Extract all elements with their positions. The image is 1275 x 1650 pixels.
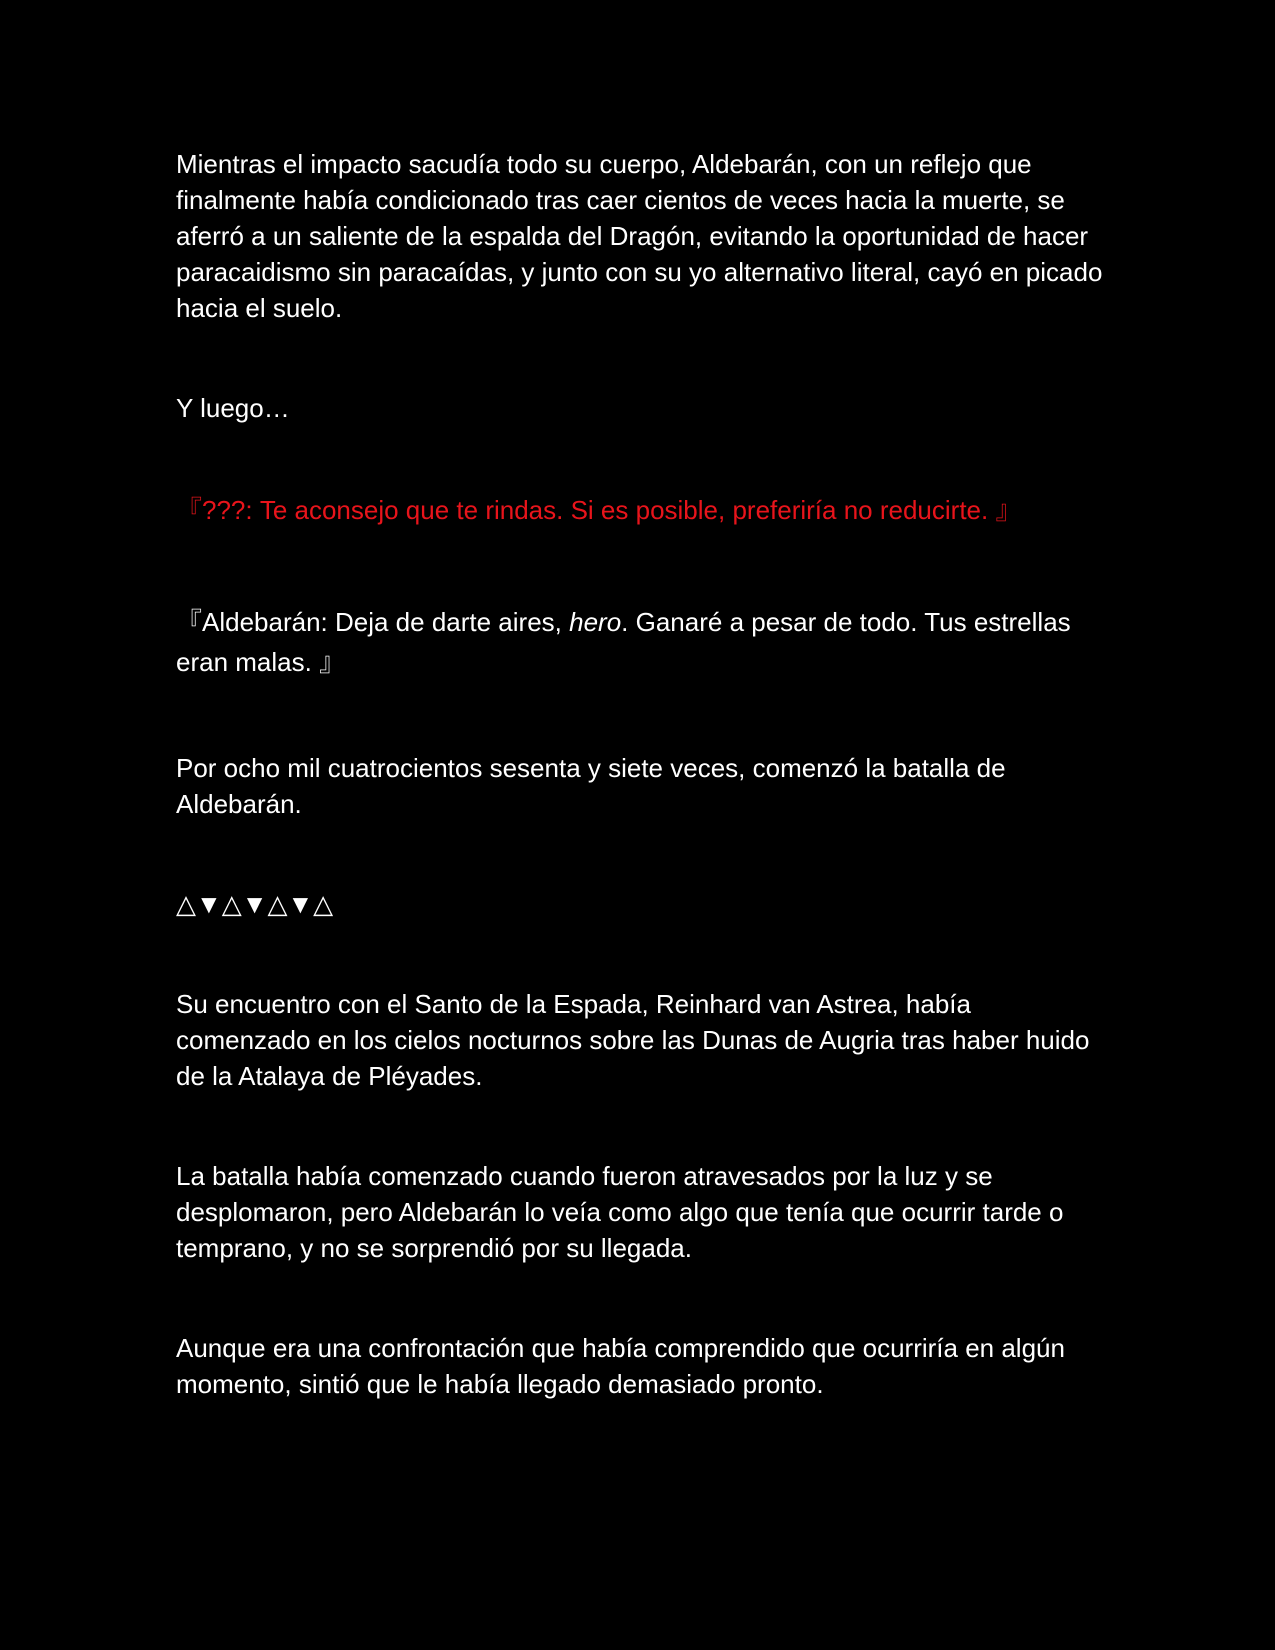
paragraph-y-luego: Y luego… [176, 393, 290, 423]
dialogue-aldebaran-emphasis: hero [569, 607, 622, 637]
paragraph-battle-start: Por ocho mil cuatrocientos sesenta y siete veces, comenzó la batalla de Aldebarán. [176, 753, 1006, 819]
scene-separator: △▼△▼△▼△ [176, 889, 334, 919]
paragraph-encounter: Su encuentro con el Santo de la Espada, Reinhard van Astrea, había comenzado en los cielos nocturnos sobre las Dunas de Augria tras haber huido de la Atalaya de Pléyades. [176, 989, 1090, 1091]
paragraph-impact: Mientras el impacto sacudía todo su cuerpo, Aldebarán, con un reflejo que finalmente había condicionado tras caer cientos de veces hacia la muerte, se aferró a un saliente de la espalda del Dragón, evitando la oportunidad de hacer paracaidismo sin paracaídas, y junto con su yo alternativo literal, cayó en picado hacia el suelo. [176, 149, 1103, 323]
dialogue-aldebaran-end: . Ganaré a pesar de todo. Tus estrellas eran malas. 』 [176, 607, 1071, 677]
dialogue-aldebaran [176, 602, 1106, 682]
paragraph-battle-begun: La batalla había comenzado cuando fueron atravesados por la luz y se desplomaron, pero Aldebarán lo veía como algo que tenía que ocurrir tarde o temprano, y no se sorprendió por su llegada. [176, 1161, 1064, 1263]
dialogue-aldebaran-start: 『Aldebarán: Deja de darte aires, [176, 607, 570, 637]
paragraph-confrontation: Aunque era una confrontación que había comprendido que ocurriría en algún momento, sintió que le había llegado demasiado pronto. [176, 1333, 1065, 1399]
dialogue-unknown-speaker: 『???: Te aconsejo que te rindas. Si es posible, preferiría no reducirte. 』 [176, 495, 1022, 525]
document-page [176, 146, 1106, 1402]
